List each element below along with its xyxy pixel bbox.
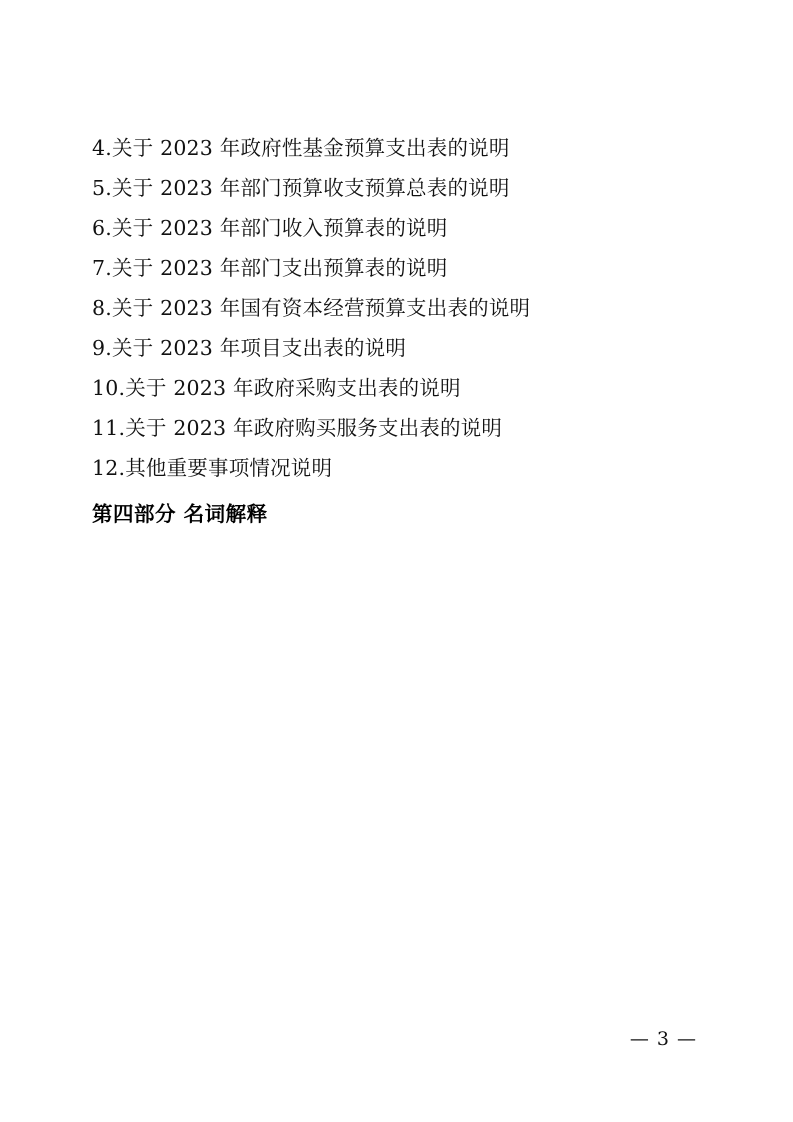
list-item: 11.关于 2023 年政府购买服务支出表的说明 [92, 416, 503, 440]
list-item: 6.关于 2023 年部门收入预算表的说明 [92, 216, 448, 240]
table-of-contents [92, 128, 702, 534]
list-item: 8.关于 2023 年国有资本经营预算支出表的说明 [92, 296, 531, 320]
list-item: 7.关于 2023 年部门支出预算表的说明 [92, 256, 448, 280]
page-number: — 3 — [629, 1028, 697, 1050]
list-item: 9.关于 2023 年项目支出表的说明 [92, 336, 407, 360]
list-item: 10.关于 2023 年政府采购支出表的说明 [92, 376, 461, 400]
list-item: 12.其他重要事项情况说明 [92, 456, 333, 480]
section-heading: 第四部分 名词解释 [92, 502, 268, 526]
list-item: 5.关于 2023 年部门预算收支预算总表的说明 [92, 176, 510, 200]
list-item: 4.关于 2023 年政府性基金预算支出表的说明 [92, 136, 510, 160]
